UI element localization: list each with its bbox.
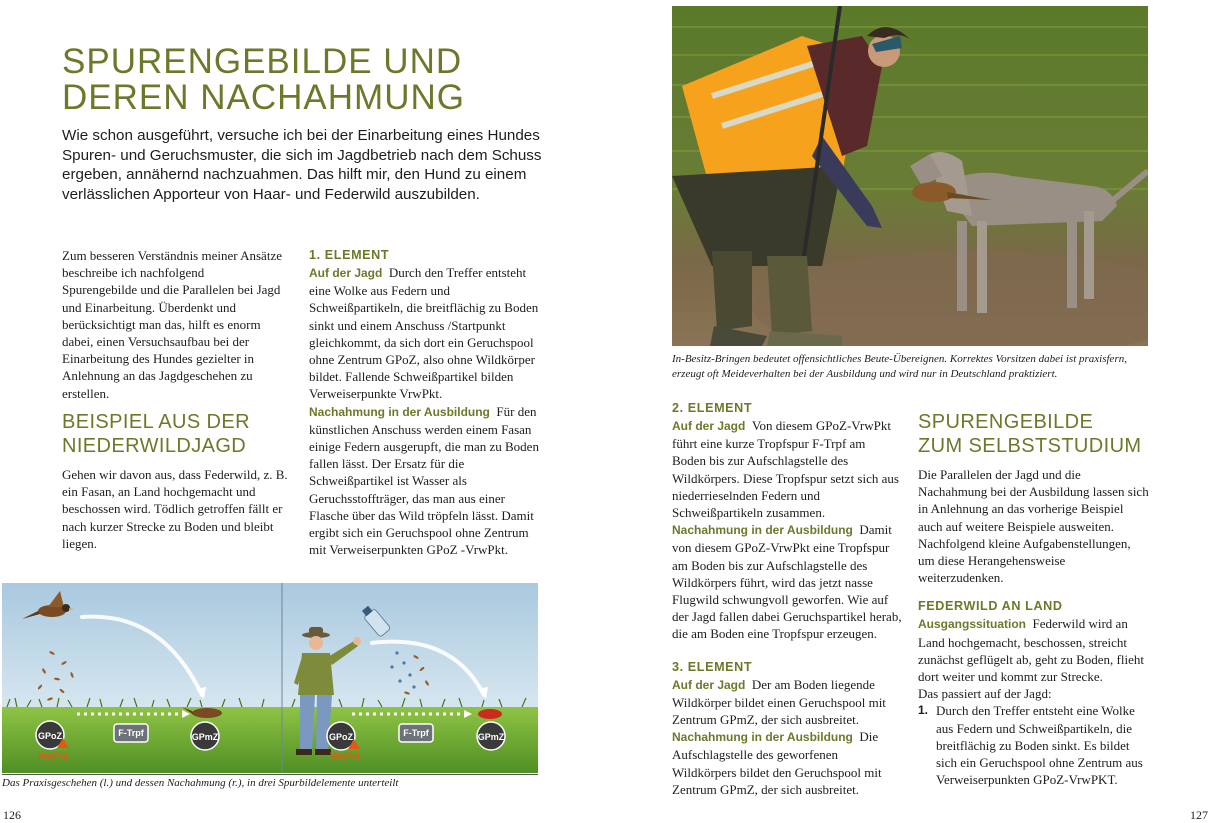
section-heading-line-1: BEISPIEL AUS DER <box>62 411 250 433</box>
water-drops <box>390 651 415 688</box>
flight-arrow-head <box>196 687 206 699</box>
label-gpmz-right <box>477 722 505 750</box>
section-body-text: Gehen wir davon aus, dass Federwild, z. B. ein Fasan, an Land hochgemacht und beschossen wird. Tödlich getroffen fällt er nach kurzer Strecke zu Boden und bleibt liegen. <box>62 467 288 551</box>
title-line-1: SPURENGEBILDE UND <box>62 42 463 81</box>
page-number-left: 126 <box>3 808 21 822</box>
situation-lead: Ausgangssituation <box>918 617 1027 632</box>
element-3-hunt-text: Der am Boden liegende Wildkörper bildet einen Geruchspool mit Zentrum GPmZ, der sich ausbreitet. <box>672 676 886 728</box>
element-2-hunt-text: Von diesem GPoZ-VrwPkt führt eine kurze Tropfspur F-Trpf am Boden bis zur Aufschlagstelle des Wildkörpers. Diese Tropfspur setzt sich aus niederrieselnden Federn und Schweißpartikeln zusammen. <box>672 418 899 521</box>
label-vrwpkt-right: VrwPkt <box>330 751 361 761</box>
list-item-number: 1. <box>918 703 929 718</box>
element-1-hunt-paragraph <box>309 264 539 403</box>
column-intro <box>62 247 282 402</box>
flying-pheasant <box>22 591 74 619</box>
element-2-heading: 2. ELEMENT <box>672 401 753 415</box>
element-3-heading: 3. ELEMENT <box>672 659 753 674</box>
label-ftrpf-left <box>114 724 148 742</box>
section-niederwildjagd <box>62 410 292 552</box>
page-title <box>62 44 622 116</box>
section-heading-line-2: NIEDERWILDJAGD <box>62 435 247 457</box>
falling-feathers-left <box>37 650 74 701</box>
element-1-heading: 1. ELEMENT <box>309 248 390 262</box>
falling-feathers-right <box>404 654 430 695</box>
list-intro: Das passiert auf der Jagd: <box>918 686 1052 702</box>
illustration-svg <box>2 583 538 773</box>
label-gpoz-text: GPoZ <box>38 731 62 741</box>
list-item-text: Durch den Treffer entsteht eine Wolke aus Federn und Schweißpartikeln, die breitflächig zu Boden sinkt. Es bildet sich ein Geruchspool ohne Zentrum aus Verweiserpunkten GPoZ-VrwPKT. <box>936 703 1143 788</box>
self-study-text: Die Parallelen der Jagd und die Nachahmung bei der Ausbildung lassen sich in Anlehnung an das vorherige Beispiel auch auf weitere Beispiele ausweiten. Nachfolgend kleine Aufgabenstellungen, um diese Herangehensweise weiterzudenken. <box>918 467 1149 586</box>
element-1-hunt-lead: Auf der Jagd <box>309 266 383 280</box>
element-1-training-paragraph <box>309 403 539 559</box>
hunting-photo <box>672 6 1148 346</box>
element-2-training-text: Damit von diesem GPoZ-VrwPkt eine Tropfspur am Boden bis zur Aufschlagstelle des Wildkörpers führt, wird das jetzt nasse Flugwild schwungvoll geworfen. Wie auf der Jagd fallen dabei Geruchspartikel herab, die am Boden eine Tropfspur erzeugen. <box>672 522 902 642</box>
situation-text: Federwild wird an Land hochgemacht, beschossen, streicht zunächst geflügelt ab, geht zu Boden, flieht dort weiter und kommt zur Strecke. <box>918 616 1144 685</box>
intro-paragraph: Wie schon ausgeführt, versuche ich bei der Einarbeitung eines Hundes Spuren- und Geruchsmuster, die sich im Jagdbetrieb nach dem Schuss ergeben, annähernd nachzuahmen. Das hilft mir, den Hund zu einem verlässlichen Apporteur von Haar- und Federwild auszubilden. <box>62 127 542 203</box>
column-elements-2-3 <box>672 400 902 798</box>
hunt-steps-list <box>918 702 1150 788</box>
element-3-training-paragraph <box>672 728 902 798</box>
label-gpmz-text: GPmZ <box>191 732 219 742</box>
photo-caption: In-Besitz-Bringen bedeutet offensichtliches Beute-Übereignen. Korrektes Vorsitzen dabei ist praxisfern, erzeugt oft Meideverhalten bei der Ausbildung und wird nur in Deutschland praktiziert. <box>672 353 1127 380</box>
column-element-1 <box>309 247 539 558</box>
element-2-training-lead: Nachahmung in der Ausbildung <box>672 523 853 538</box>
label-gpmz-left <box>191 722 219 750</box>
element-2-hunt-lead: Auf der Jagd <box>672 419 746 433</box>
photo-svg <box>672 6 1148 346</box>
water-bottle <box>360 604 391 638</box>
situation-paragraph <box>918 615 1150 685</box>
grass-ground <box>2 707 538 773</box>
list-item <box>918 702 1150 788</box>
page-number-right: 127 <box>1190 808 1208 822</box>
self-study-heading-line-1: SPURENGEBILDE <box>918 411 1094 433</box>
element-3-hunt-paragraph <box>672 676 902 729</box>
element-3-hunt-lead: Auf der Jagd <box>672 677 746 692</box>
label-ftrpf-right <box>399 724 433 742</box>
element-2-training-paragraph <box>672 521 902 642</box>
label-ftrpf-right-text: F-Trpf <box>403 728 429 738</box>
flight-arrow <box>82 617 202 695</box>
element-1-hunt-text: Durch den Treffer entsteht eine Wolke aus Federn und Schweißpartikeln, die breitflächig zu Boden sinkt und einem Anschuss /Startpunkt gleichkommt, da sich dort ein Geruchspool ohne Zentrum GPoZ, also ohne Wildkörper bildet. Fallende Schweißpartikel bilden Verweiserpunkte VrwPkt. <box>309 265 539 402</box>
self-study-heading <box>918 410 1150 458</box>
label-ftrpf-text: F-Trpf <box>118 728 144 738</box>
grass-blades <box>7 698 526 707</box>
label-gpoz-right-text: GPoZ <box>329 732 353 742</box>
title-line-2: DEREN NACHAHMUNG <box>62 78 465 117</box>
throw-arrow-head <box>478 687 488 699</box>
element-3-training-lead: Nachahmung in der Ausbildung <box>672 730 853 745</box>
throw-arrow <box>372 642 484 695</box>
scent-track-illustration <box>2 583 538 773</box>
federwild-heading: FEDERWILD AN LAND <box>918 599 1063 614</box>
element-1-training-text: Für den künstlichen Anschuss werden einem Fasan einige Federn ausgerupft, die man zu Boden fallen lässt. Der Ersatz für die Schweißpartikel ist Wasser als Geruchsstoffträger, das man aus einer Flasche über das Wild tröpfeln lässt. Damit ergibt sich ein Geruchspool ohne Zentrum mit Verweiserpunkten GPoZ -VrwPkt. <box>309 403 539 558</box>
section-heading <box>62 410 292 458</box>
element-3-training-text: Die Aufschlagstelle des geworfenen Wildkörpers bildet den Geruchspool mit Zentrum GPmZ, der sich ausbreitet. <box>672 729 882 797</box>
self-study-heading-line-2: ZUM SELBSTSTUDIUM <box>918 435 1142 457</box>
caption-rule <box>2 774 538 775</box>
element-1-training-lead: Nachahmung in der Ausbildung <box>309 404 490 419</box>
illustration-caption: Das Praxisgeschehen (l.) und dessen Nachahmung (r.), in drei Spurbildelemente unterteilt <box>2 777 399 789</box>
label-vrwpkt-left: VrwPkt <box>38 751 69 761</box>
label-gpmz-right-text: GPmZ <box>477 732 505 742</box>
element-2-hunt-paragraph <box>672 417 902 521</box>
column-self-study <box>918 410 1150 788</box>
training-dummy <box>478 709 502 719</box>
intro-body-text: Zum besseren Verständnis meiner Ansätze beschreibe ich nachfolgend Spurengebilde und die Parallelen bei Jagd und Einarbeitung. Überdenkt und berücksichtigt man das, hilft es enorm dabei, einen Versuchsaufbau bei der Einarbeitung des Hundes gezielter in Anlehnung an das Jagdgeschehen zu erstellen. <box>62 248 282 401</box>
